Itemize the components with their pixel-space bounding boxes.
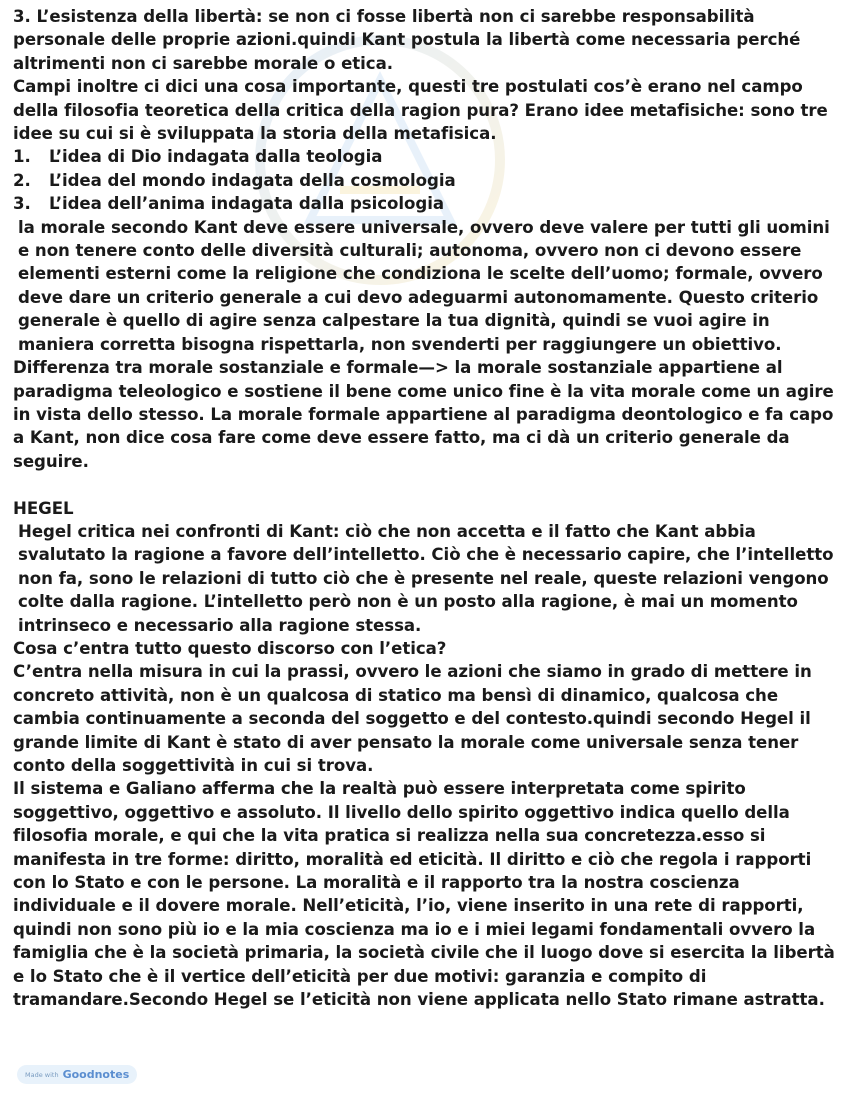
paragraph-ethics-question: Cosa c’entra tutto questo discorso con l’etica? [13, 638, 447, 658]
list-item [13, 169, 843, 192]
list-text: L’idea del mondo indagata della cosmologia [49, 170, 456, 190]
made-with-label: Made with [25, 1070, 59, 1079]
paragraph-postulate-liberty: 3. L’esistenza della libertà: se non ci fosse libertà non ci sarebbe responsabilità personale delle proprie azioni.quindi Kant postula la libertà come necessaria perché altrimenti non ci sarebbe morale o etica. [13, 7, 801, 73]
list-item [13, 192, 843, 215]
paragraph-praxis: C’entra nella misura in cui la prassi, ovvero le azioni che siamo in grado di mettere in concreto attività, non è un qualcosa di statico ma bensì di dinamico, qualcosa che cambia continuamente a seconda del soggetto e del contesto.quindi secondo Hegel il grande limite di Kant è stato di aver pensato la morale come universale senza tener conto della soggettività in cui si trova. [13, 662, 812, 775]
list-number: 3. [13, 194, 31, 214]
list-number: 1. [13, 147, 31, 167]
paragraph-objective-spirit: Il sistema e Galiano afferma che la realtà può essere interpretata come spirito soggettivo, oggettivo e assoluto. Il livello dello spirito oggettivo indica quello della filosofia morale, e qui che la vita pratica si realizza nella sua concretezza.esso si manifesta in tre forme: diritto, moralità ed eticità. Il diritto e ciò che regola i rapporti con lo Stato e con le persone. La moralità e il rapporto tra la nostra coscienza individuale e il dovere morale. Nell’eticità, l’io, viene inserito in una rete di rapporti, quindi non sono più io e la mia coscienza ma io e i miei legami fondamentali ovvero la famiglia che è la società primaria, la società civile che il luogo dove si esercita la libertà e lo Stato che è il vertice dell’eticità per due motivi: garanzia e compito di tramandare.Secondo Hegel se l’eticità non viene applicata nello Stato rimane astratta. [13, 779, 835, 1010]
list-number: 2. [13, 170, 31, 190]
section-heading-hegel: HEGEL [13, 498, 74, 518]
document-body [13, 5, 843, 1011]
paragraph-metaphysical-ideas: Campi inoltre ci dici una cosa importante, questi tre postulati cos’è erano nel campo della filosofia teoretica della critica della ragion pura? Erano idee metafisiche: sono tre idee su cui si è sviluppata la storia della metafisica. [13, 77, 828, 144]
list-text: L’idea di Dio indagata dalla teologia [49, 147, 383, 167]
paragraph-hegel-critique: Hegel critica nei confronti di Kant: ciò che non accetta e il fatto che Kant abbia svalutato la ragione a favore dell’intelletto. Ciò che è necessario capire, che l’intelletto non fa, sono le relazioni di tutto ciò che è presente nel reale, queste relazioni vengono colte dalla ragione. L’intelletto però non è un posto alla ragione, è mai un momento intrinseco e necessario alla ragione stessa. [18, 521, 834, 635]
brand-label: Goodnotes [62, 1068, 130, 1081]
list-item [13, 145, 843, 168]
blank-line [13, 473, 843, 496]
paragraph-substantial-vs-formal: Differenza tra morale sostanziale e formale—> la morale sostanziale appartiene al paradigma teleologico e sostiene il bene come unico fine è la vita morale come un agire in vista dello stesso. La morale formale appartiene al paradigma deontologico e fa capo a Kant, non dice cosa fare come deve essere fatto, ma ci dà un criterio generale da seguire. [13, 358, 834, 471]
list-text: L’idea dell’anima indagata dalla psicologia [49, 194, 444, 214]
paragraph-kant-morality: la morale secondo Kant deve essere universale, ovvero deve valere per tutti gli uomini e non tenere conto delle diversità culturali; autonoma, ovvero non ci devono essere elementi esterni come la religione che condiziona le scelte dell’uomo; formale, ovvero deve dare un criterio generale a cui devo adeguarmi autonomamente. Questo criterio generale è quello di agire senza calpestare la tua dignità, quindi se vuoi agire in maniera corretta bisogna rispettarla, non svenderti per raggiungere un obiettivo. [18, 217, 830, 354]
goodnotes-badge [17, 1065, 137, 1084]
